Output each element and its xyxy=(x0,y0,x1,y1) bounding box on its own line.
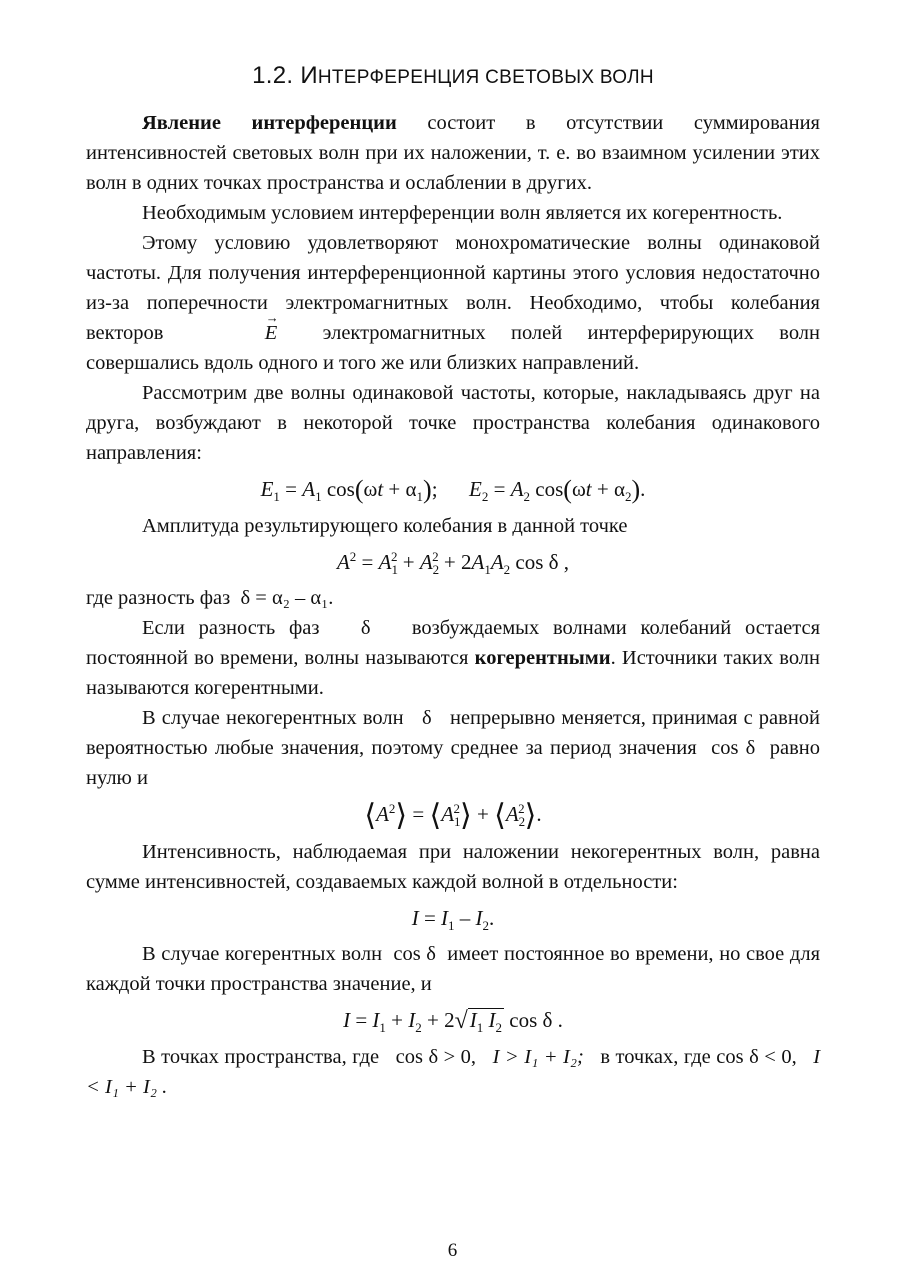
condition-negative: cos δ < 0, xyxy=(716,1046,797,1068)
coherent-text-a: Если разность фаз xyxy=(142,617,320,639)
monochromatic-text-after: электромагнитных полей интерферирующих волн совершались вдоль одного и того же или близких направлений. xyxy=(86,322,821,374)
formula-intensity-coherent: $I = I_1 + I_2 + 2√I_1$ $I_2$ cos δ . xyxy=(343,1008,563,1036)
phase-difference-text: где разность фаз xyxy=(86,587,231,609)
cos-delta: cos δ xyxy=(393,943,436,965)
incoherent-text-a: В случае некогерентных волн xyxy=(142,707,404,729)
section-title xyxy=(86,62,820,90)
conclusion-text-b: в точках, где xyxy=(600,1046,711,1068)
section-number: 1.2. xyxy=(252,62,294,89)
incoherent-text-c: равно нулю и xyxy=(86,737,820,789)
definition-text: состоит в отсутствии суммирования интенсивностей световых волн при их наложении, т. е. во взаимном усилении этих волн в одних точках пространства и ослаблении в других. xyxy=(86,112,820,194)
title-first-letter: И xyxy=(300,62,318,89)
paragraph-amplitude: Амплитуда результирующего колебания в данной точке xyxy=(142,515,628,537)
delta-symbol: δ xyxy=(360,617,371,639)
formula-wave-equations: $E_1 = A_1$ $\cos(\omega t + \alpha_1)$; $E_2 = A_2$ $\cos(\omega t + \alpha_2)$. xyxy=(260,475,646,505)
document-page xyxy=(86,62,820,1102)
paragraph-conclusion xyxy=(86,1042,820,1102)
phase-difference-formula: δ = α₂ – α₁. xyxy=(240,587,334,609)
conclusion-text-a: В точках пространства, где xyxy=(142,1046,380,1068)
cos-delta: cos δ xyxy=(711,737,756,759)
condition-positive: cos δ > 0, xyxy=(395,1046,477,1068)
coherent-text-c: . Источники таких волн называются когерентными. xyxy=(86,647,821,699)
paragraph-phase-difference xyxy=(86,583,820,613)
term-coherent: когерентными xyxy=(474,647,611,669)
monochromatic-text-before: Этому условию удовлетворяют монохроматические волны одинаковой частоты. Для получения интерференционной картины этого условия недостаточно из-за поперечности электромагнитных волн. Необходимо, чтобы колебания векторов xyxy=(86,232,820,344)
paragraph-coherent-definition xyxy=(86,613,820,703)
result-negative: I < I₁ + I₂ . xyxy=(86,1046,821,1098)
coherent-case-text-b: имеет постоянное во времени, но свое для каждой точки пространства значение, и xyxy=(86,943,821,995)
formula-average-amplitude: $⟨A^2⟩$ = $⟨A_1^2⟩$ + $⟨A_2^2⟩$. xyxy=(364,799,542,832)
coherent-case-text-a: В случае когерентных волн xyxy=(142,943,383,965)
paragraph-intensity-sum: Интенсивность, наблюдаемая при наложении некогерентных волн, равна сумме интенсивностей, создаваемых каждой волной в отдельности: xyxy=(86,841,820,893)
formula-intensity-incoherent: $I = I_1 - I_2$. xyxy=(411,906,495,934)
formula-resultant-amplitude: $A^2 = A_1^2 + A_2^2 + 2A_1A_2$ cos δ , xyxy=(336,549,570,578)
vector-e: → E xyxy=(209,318,278,348)
paragraph-two-waves: Рассмотрим две волны одинаковой частоты, которые, накладываясь друг на друга, возбуждают в некоторой точке пространства колебания одинакового направления: xyxy=(86,382,820,464)
page-number: 6 xyxy=(447,1240,458,1261)
paragraph-incoherent xyxy=(86,703,820,793)
title-rest: НТЕРФЕРЕНЦИЯ СВЕТОВЫХ ВОЛН xyxy=(317,67,654,88)
paragraph-definition xyxy=(86,108,820,198)
coherent-text-b: возбуждаемых волнами колебаний остается постоянной во времени, волны называются xyxy=(86,617,820,669)
incoherent-text-b: непрерывно меняется, принимая с равной вероятностью любые значения, поэтому среднее за период значения xyxy=(86,707,821,759)
result-positive: I > I₁ + I₂; xyxy=(492,1046,584,1068)
paragraph-coherence-condition: Необходимым условием интерференции волн является их когерентность. xyxy=(142,202,783,224)
term-interference: Явление интерференции xyxy=(142,112,397,134)
delta-symbol: δ xyxy=(421,707,432,729)
paragraph-monochromatic xyxy=(86,228,820,378)
paragraph-coherent-case xyxy=(86,939,820,999)
